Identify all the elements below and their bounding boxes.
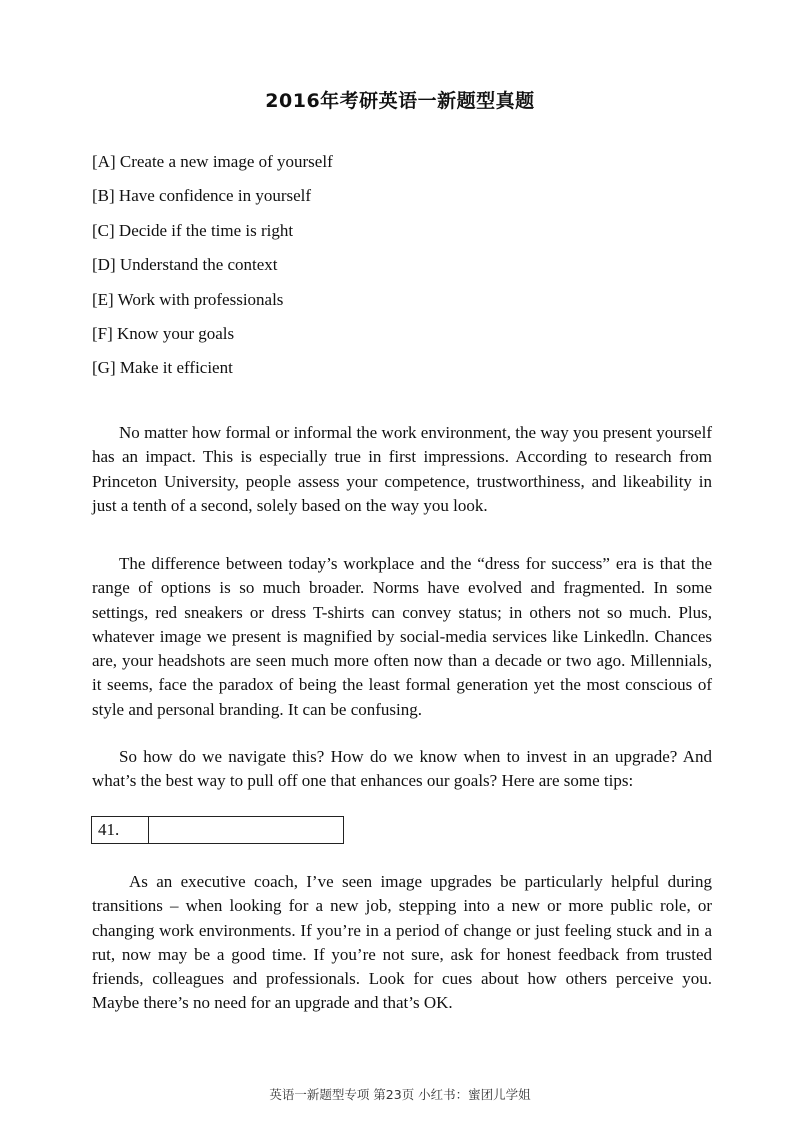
option-g: [G] Make it efficient [92, 358, 233, 378]
option-a: [A] Create a new image of yourself [92, 152, 333, 171]
question-number: 41. [92, 817, 149, 843]
options-list [92, 150, 333, 391]
paragraph-intro: No matter how formal or informal the work environment, the way you present yourself has an impact. This is especially true in first impressions. According to research from Princeton University, people assess your competence, trustworthiness, and likeability in just a tenth of a second, solely based on the way you look. [92, 423, 712, 515]
page-title: 2016年考研英语一新题型真题 [265, 90, 535, 112]
option-b: [B] Have confidence in yourself [92, 186, 312, 206]
option-e: [E] Work with professionals [92, 289, 284, 309]
option-c: [C] Decide if the time is right [92, 220, 294, 240]
option-f: [F] Know your goals [92, 323, 235, 343]
answer-box-41 [91, 816, 344, 844]
paragraph-coach: As an executive coach, I’ve seen image upgrades be particularly helpful during transitions – when looking for a new job, stepping into a new or more public role, or changing work environments. If you’re in a period of change or just feeling stuck and in a rut, now may be a good time. If you’re not sure, ask for honest feedback from trusted friends, colleagues and professionals. Look for cues about how others perceive you. Maybe there’s no need for an upgrade and that’s OK. [92, 872, 712, 1013]
page-footer: 英语一新题型专项 第23页 小红书：蜜团儿学姐 [269, 1087, 531, 1102]
paragraph-workplace: The difference between today’s workplace and the “dress for success” era is that the range of options is so much broader. Norms have evolved and fragmented. In some settings, red sneakers or dress T-shirts can convey status; in others not so much. Plus, whatever image we present is magnified by social-media services like Linkedln. Chances are, your headshots are seen much more often now than a decade or two ago. Millennials, it seems, face the paradox of being the least formal generation yet the most conscious of style and personal branding. It can be confusing. [92, 554, 712, 719]
paragraph-questions: So how do we navigate this? How do we know when to invest in an upgrade? And what’s the best way to pull off one that enhances our goals? Here are some tips: [92, 747, 712, 791]
answer-blank[interactable] [149, 817, 343, 843]
option-d: [D] Understand the context [92, 255, 278, 275]
